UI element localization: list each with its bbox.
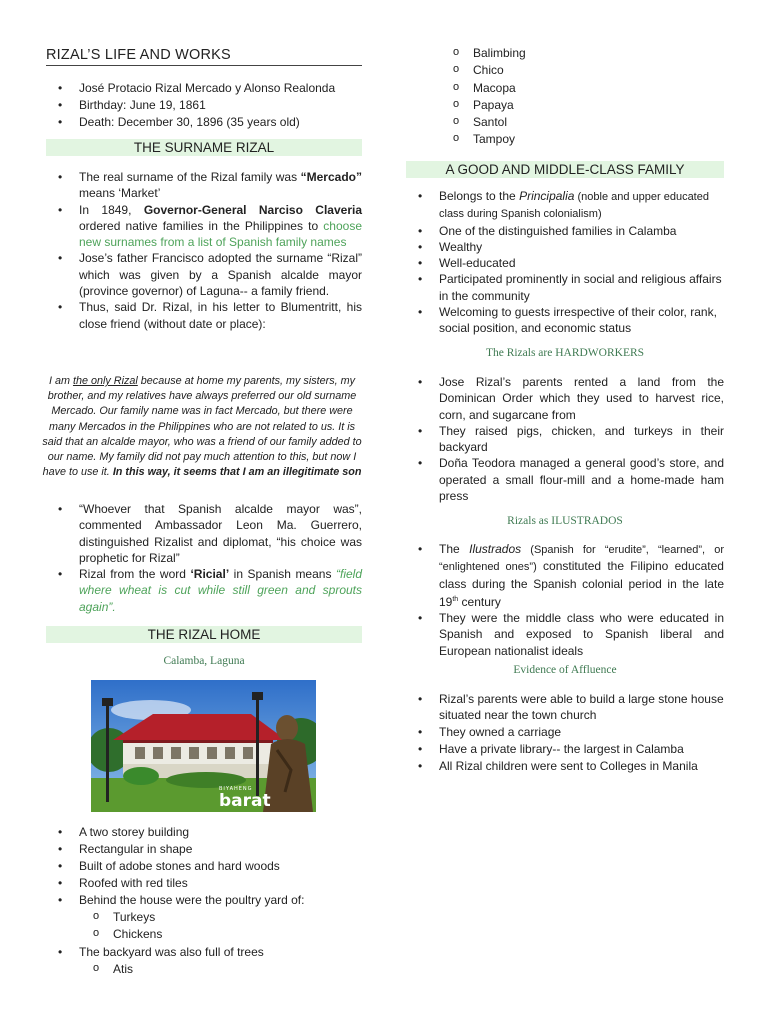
affluence-item: • All Rizal children were sent to Colleges in Manila: [406, 758, 724, 775]
ilustrados-list: [406, 541, 724, 659]
surname-item-francisco: • Jose’s father Francisco adopted the surname “Rizal” which was given by a Spanish alcalde mayor (province governor) of Laguna-- a family friend.: [46, 250, 362, 299]
family-item: • One of the distinguished families in Calamba: [406, 223, 724, 239]
rizal-home-photo: [91, 680, 316, 812]
bio-list: [46, 80, 362, 131]
alcalde-list: [46, 501, 362, 615]
ilustrados-item: • They were the middle class who were educated in Spanish and exposed to Spanish liberal and European nationalist ideals: [406, 610, 724, 659]
hardworkers-list: [406, 374, 724, 504]
family-list: [406, 188, 724, 337]
surname-list: [46, 169, 362, 332]
hardworkers-item: • Doña Teodora managed a general good’s store, and operated a small flour-mill and a home-made ham press: [406, 455, 724, 504]
ilustrados-item: • The Ilustrados (Spanish for “erudite”, “learned”, or “enlightened ones”) constituted the Filipino educated class during the Spanish colonial period in the late 19th century: [406, 541, 724, 610]
backyard-item: • The backyard was also full of trees: [46, 944, 362, 961]
ilustrados-subtitle: Rizals as ILUSTRADOS: [507, 515, 623, 527]
bio-name: • José Protacio Rizal Mercado y Alonso Realonda: [46, 80, 362, 97]
tree-item: o Macopa: [406, 80, 724, 97]
surname-item-letter: • Thus, said Dr. Rizal, in his letter to Blumentritt, his close friend (without date or place):: [46, 299, 362, 332]
affluence-item: • Have a private library-- the largest in Calamba: [406, 741, 724, 758]
family-item: • Participated prominently in social and religious affairs in the community: [406, 271, 724, 304]
tree-item: o Chico: [406, 62, 724, 79]
hardworkers-item: • Jose Rizal’s parents rented a land from the Dominican Order which they used to harvest rice, corn, and sugarcane from: [406, 374, 724, 423]
bio-death: • Death: December 30, 1896 (35 years old): [46, 114, 362, 131]
family-item: • Wealthy: [406, 239, 724, 255]
home-subtitle: Calamba, Laguna: [163, 655, 245, 667]
family-item-principalia: • Belongs to the Principalia (noble and upper educated class during Spanish colonialism): [406, 188, 724, 223]
hardworkers-item: • They raised pigs, chicken, and turkeys in their backyard: [406, 423, 724, 456]
tree-item: o Balimbing: [406, 45, 724, 62]
tree-item: o Tampoy: [406, 131, 724, 148]
home-item: • Roofed with red tiles: [46, 875, 362, 892]
home-item: • Built of adobe stones and hard woods: [46, 858, 362, 875]
home-item: • Rectangular in shape: [46, 841, 362, 858]
bio-birthday: • Birthday: June 19, 1861: [46, 97, 362, 114]
surname-header: THE SURNAME RIZAL: [46, 139, 362, 156]
poultry-item: o Turkeys: [46, 909, 362, 926]
alcalde-item-ricial: • Rizal from the word ‘Ricial’ in Spanish means “field where wheat is cut while still green and sprouts again”.: [46, 566, 362, 615]
home-list: [46, 824, 362, 978]
hardworkers-subtitle: The Rizals are HARDWORKERS: [485, 347, 645, 359]
affluence-item: • They owned a carriage: [406, 724, 724, 741]
alcalde-item-guerrero: • “Whoever that Spanish alcalde mayor was”, commented Ambassador Leon Ma. Guerrero, distinguished Rizalist and diplomat, “his choice was prophetic for Rizal”: [46, 501, 362, 566]
home-item: • Behind the house were the poultry yard of:: [46, 892, 362, 909]
home-header: THE RIZAL HOME: [46, 626, 362, 643]
rizal-quote: I am the only Rizal because at home my parents, my sisters, my brother, and my relatives have always preferred our old surname Mercado. Our family name was in fact Mercado, but there were many Mercados in the Philippines who are not related to us. It is said that an alcalde mayor, who was a friend of our family added to our name. My family did not pay much attention to this, but now I have to use it. In this way, it seems that I am an illegitimate son: [42, 375, 362, 479]
family-item: • Welcoming to guests irrespective of their color, rank, social position, and economic status: [406, 304, 724, 337]
tree-item: o Atis: [46, 961, 362, 978]
family-header: A GOOD AND MIDDLE-CLASS FAMILY: [406, 161, 724, 178]
trees-list: [406, 45, 724, 149]
surname-item-mercado: • The real surname of the Rizal family was “Mercado” means ‘Market’: [46, 169, 362, 202]
home-item: • A two storey building: [46, 824, 362, 841]
tree-item: o Papaya: [406, 97, 724, 114]
affluence-subtitle: Evidence of Affluence: [513, 664, 617, 676]
surname-item-claveria: • In 1849, Governor-General Narciso Claveria ordered native families in the Philippines to choose new surnames from a list of Spanish family names: [46, 202, 362, 251]
family-item: • Well-educated: [406, 255, 724, 271]
document-title: RIZAL’S LIFE AND WORKS: [46, 47, 362, 66]
affluence-list: [406, 691, 724, 775]
poultry-item: o Chickens: [46, 926, 362, 943]
watermark-logo: BIYAHENG barat: [219, 786, 271, 811]
tree-item: o Santol: [406, 114, 724, 131]
affluence-item: • Rizal’s parents were able to build a large stone house situated near the town church: [406, 691, 724, 724]
